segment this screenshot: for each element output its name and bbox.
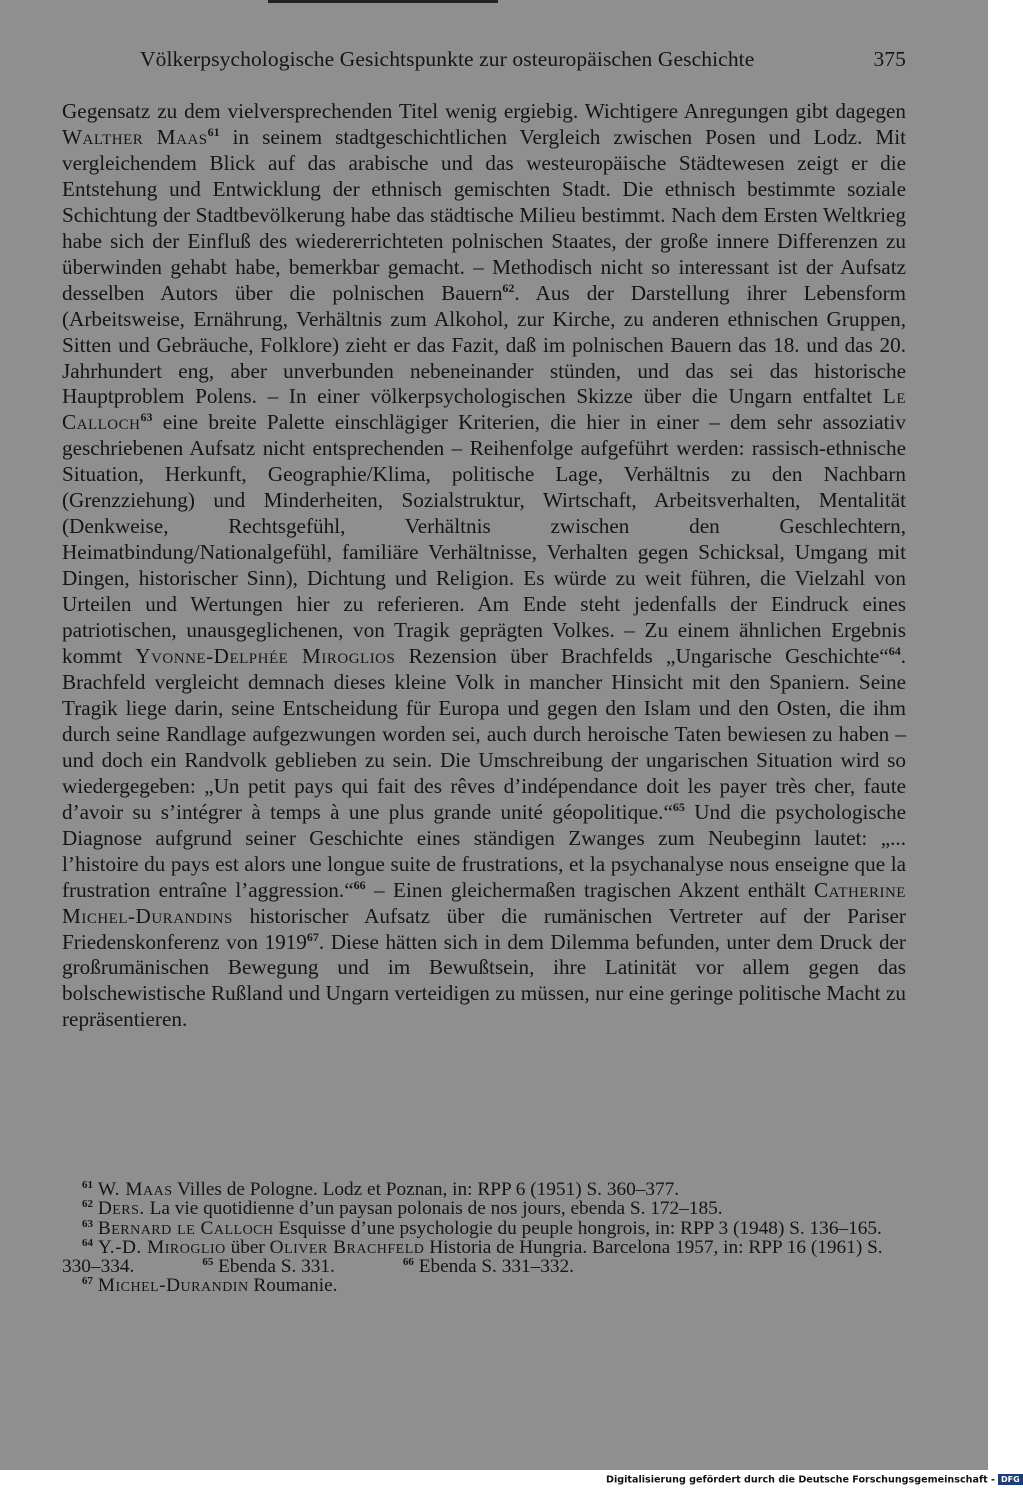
footnote-author: W. Maas — [97, 1179, 173, 1200]
footnote-text: Villes de Pologne. Lodz et Poznan, in: RPP 6 (1951) S. 360–377. — [172, 1179, 680, 1200]
digitization-credit — [606, 1474, 1023, 1486]
footnote-author: Michel-Durandin — [97, 1275, 249, 1297]
text-run: . Brachfeld vergleicht demnach dieses kleine Volk in mancher Hinsicht mit den Spaniern. Seine Tragik liege darin, seine Entscheidung für Europa und gegen den Islam und den Osten, die ihm durch seine Randlage aufgezwungen worden sei, auch durch heroische Taten bewiesen zu haben – und doch ein Randvolk geblieben zu sein. Die Umschreibung der ungarischen Situation wird so wiedergegeben: „Un petit pays qui fait des rêves d’indépendance doit les payer très cher, faute d’avoir su s’intégrer à temps à une plus grande unité géopolitique.“ — [62, 644, 906, 824]
footnote-text: Roumanie. — [248, 1275, 338, 1297]
running-title: Völkerpsychologische Gesichtspunkte zur osteuropäischen Geschichte — [140, 47, 755, 71]
footnote-author: Y.-D. Miroglio — [97, 1236, 226, 1258]
footnote-ref: 67 — [306, 929, 319, 944]
footnote-ref: 63 — [140, 410, 153, 425]
author-name: Walther Maas — [62, 124, 208, 149]
footnote-text: Historia de Hungria. Barcelona 1957, in: RPP 16 (1961) S. 330–334. — [62, 1236, 883, 1278]
footnote-text: Esquisse d’une psychologie du peuple hongrois, in: RPP 3 (1948) S. 136–165. — [273, 1217, 882, 1239]
footnote-number: 64 — [82, 1236, 93, 1249]
page-top-edge — [268, 0, 498, 3]
text-run: historischer Aufsatz über die rumänischen Vertreter auf der Pariser Friedenskonferenz von 1919 — [62, 903, 906, 954]
footnote-text: Ebenda S. 331–332. — [413, 1256, 574, 1278]
footnote-ref: 62 — [502, 280, 515, 295]
author-name: Yvonne-Delphée Miroglios — [135, 644, 396, 669]
text-run: . Diese hätten sich in dem Dilemma befunden, unter dem Druck der großrumänischen Bewegung und im Bewußtsein, ihre Latinität vor allem gegen das bolschewistische Rußland und Ungarn verteidigen zu müssen, nur eine geringe politische Macht zu repräsentieren. — [62, 929, 906, 1032]
main-paragraph — [62, 99, 906, 1033]
footnotes — [62, 1180, 906, 1296]
footnote-author: Oliver Brachfeld — [269, 1236, 425, 1258]
footnote-number: 63 — [82, 1217, 93, 1230]
page-number: 375 — [873, 47, 906, 71]
footnote-ref: 64 — [888, 644, 901, 659]
footnote-63 — [62, 1219, 906, 1238]
footnote-number: 62 — [82, 1198, 93, 1211]
footnote-text: La vie quotidienne d’un paysan polonais de nos jours, ebenda S. 172–185. — [144, 1198, 723, 1220]
text-run: in seinem stadtgeschichtlichen Vergleich zwischen Posen und Lodz. Mit vergleichendem Blick auf das arabische und das westeuropäische Städtewesen zeigt er die Entstehung und Entwicklung der ethnisch gemischten Stadt. Die ethnisch bestimmte soziale Schichtung der Stadtbevölkerung habe das städtische Milieu bestimmt. Nach dem Ersten Weltkrieg habe sich der Einfluß des wiedererrichteten polnischen Staates, der große innere Differenzen zu überwinden gehabt habe, bemerkbar gemacht. – Methodisch nicht so interessant ist der Aufsatz desselben Autors über die polnischen Bauern — [62, 124, 906, 305]
text-run: Rezension über Brachfelds „Ungarische Geschichte“ — [395, 644, 889, 669]
footnote-ref: 61 — [207, 124, 220, 139]
footnote-number: 67 — [82, 1275, 93, 1288]
footnote-text: über — [225, 1236, 270, 1258]
author-name: Le Calloch — [62, 384, 906, 435]
footnote-67 — [62, 1276, 906, 1295]
author-name: Catherine Michel-Durandins — [62, 877, 906, 928]
body-text — [62, 99, 906, 1033]
footnote-text: Ebenda S. 331. — [213, 1256, 335, 1278]
text-run: eine breite Palette einschlägiger Kriterien, die hier in einer – dem sehr assoziativ geschriebenen Aufsatz nicht entsprechenden – Reihenfolge aufgeführt werden: rassisch-ethnische Situation, Herkunft, Geographie/Klima, politische Lage, Verhältnis zu den Nachbarn (Grenzziehung) und Minderheiten, Sozialstruktur, Wirtschaft, Arbeitsverhalten, Mentalität (Denkweise, Rechtsgefühl, Verhältnis zwischen den Geschlechtern, Heimatbindung/Nationalgefühl, familiäre Verhältnisse, Verhalten gegen Schicksal, Umgang mit Dingen, historischer Sinn), Dichtung und Religion. Es würde zu weit führen, die Vielzahl von Urteilen und Wertungen hier zu referieren. Am Ende steht jedenfalls der Eindruck eines patriotischen, unausgeglichenen, von Tragik geprägten Volkes. – Zu einem ähnlichen Ergebnis kommt — [62, 410, 906, 669]
footnote-number: 65 — [202, 1256, 214, 1269]
footnote-author: Bernard le Calloch — [97, 1217, 274, 1239]
footnote-ref: 65 — [672, 799, 685, 814]
running-header — [140, 47, 906, 77]
text-run: Gegensatz zu dem vielversprechenden Titel wenig ergiebig. Wichtigere Anregungen gibt dagegen — [62, 99, 906, 123]
footnote-ref: 66 — [353, 877, 366, 892]
text-run: . Aus der Darstellung ihrer Lebensform (Arbeitsweise, Ernährung, Verhältnis zum Alkohol, zur Kirche, zu anderen ethnischen Gruppen, Sitten und Gebräuche, Folklore) zieht er das Fazit, daß im polnischen Bauern das 18. und das 20. Jahrhundert eng, aber unverbunden nebeneinander stünden, und das sei das historische Hauptproblem Polens. – In einer völkerpsychologischen Skizze über die Ungarn entfaltet — [62, 280, 906, 409]
footnote-64 — [62, 1238, 906, 1277]
footnote-number: 66 — [402, 1256, 414, 1269]
credit-text: Digitalisierung gefördert durch die Deutsche Forschungsgemeinschaft - — [606, 1474, 996, 1486]
footnote-author: Ders. — [97, 1198, 145, 1220]
text-run: – Einen gleichermaßen tragischen Akzent enthält — [365, 877, 815, 902]
footnote-61 — [62, 1180, 906, 1199]
text-run: Und die psychologische Diagnose aufgrund seiner Geschichte eines ständigen Zwanges zum Neubeginn lautet: „... l’histoire du pays est alors une longue suite de frustrations, et la psychanalyse nous enseigne que la frustration entraîne l’aggression.“ — [62, 799, 906, 902]
footnote-number: 61 — [82, 1179, 93, 1191]
footnote-62 — [62, 1199, 906, 1218]
dfg-logo: DFG — [998, 1474, 1023, 1485]
